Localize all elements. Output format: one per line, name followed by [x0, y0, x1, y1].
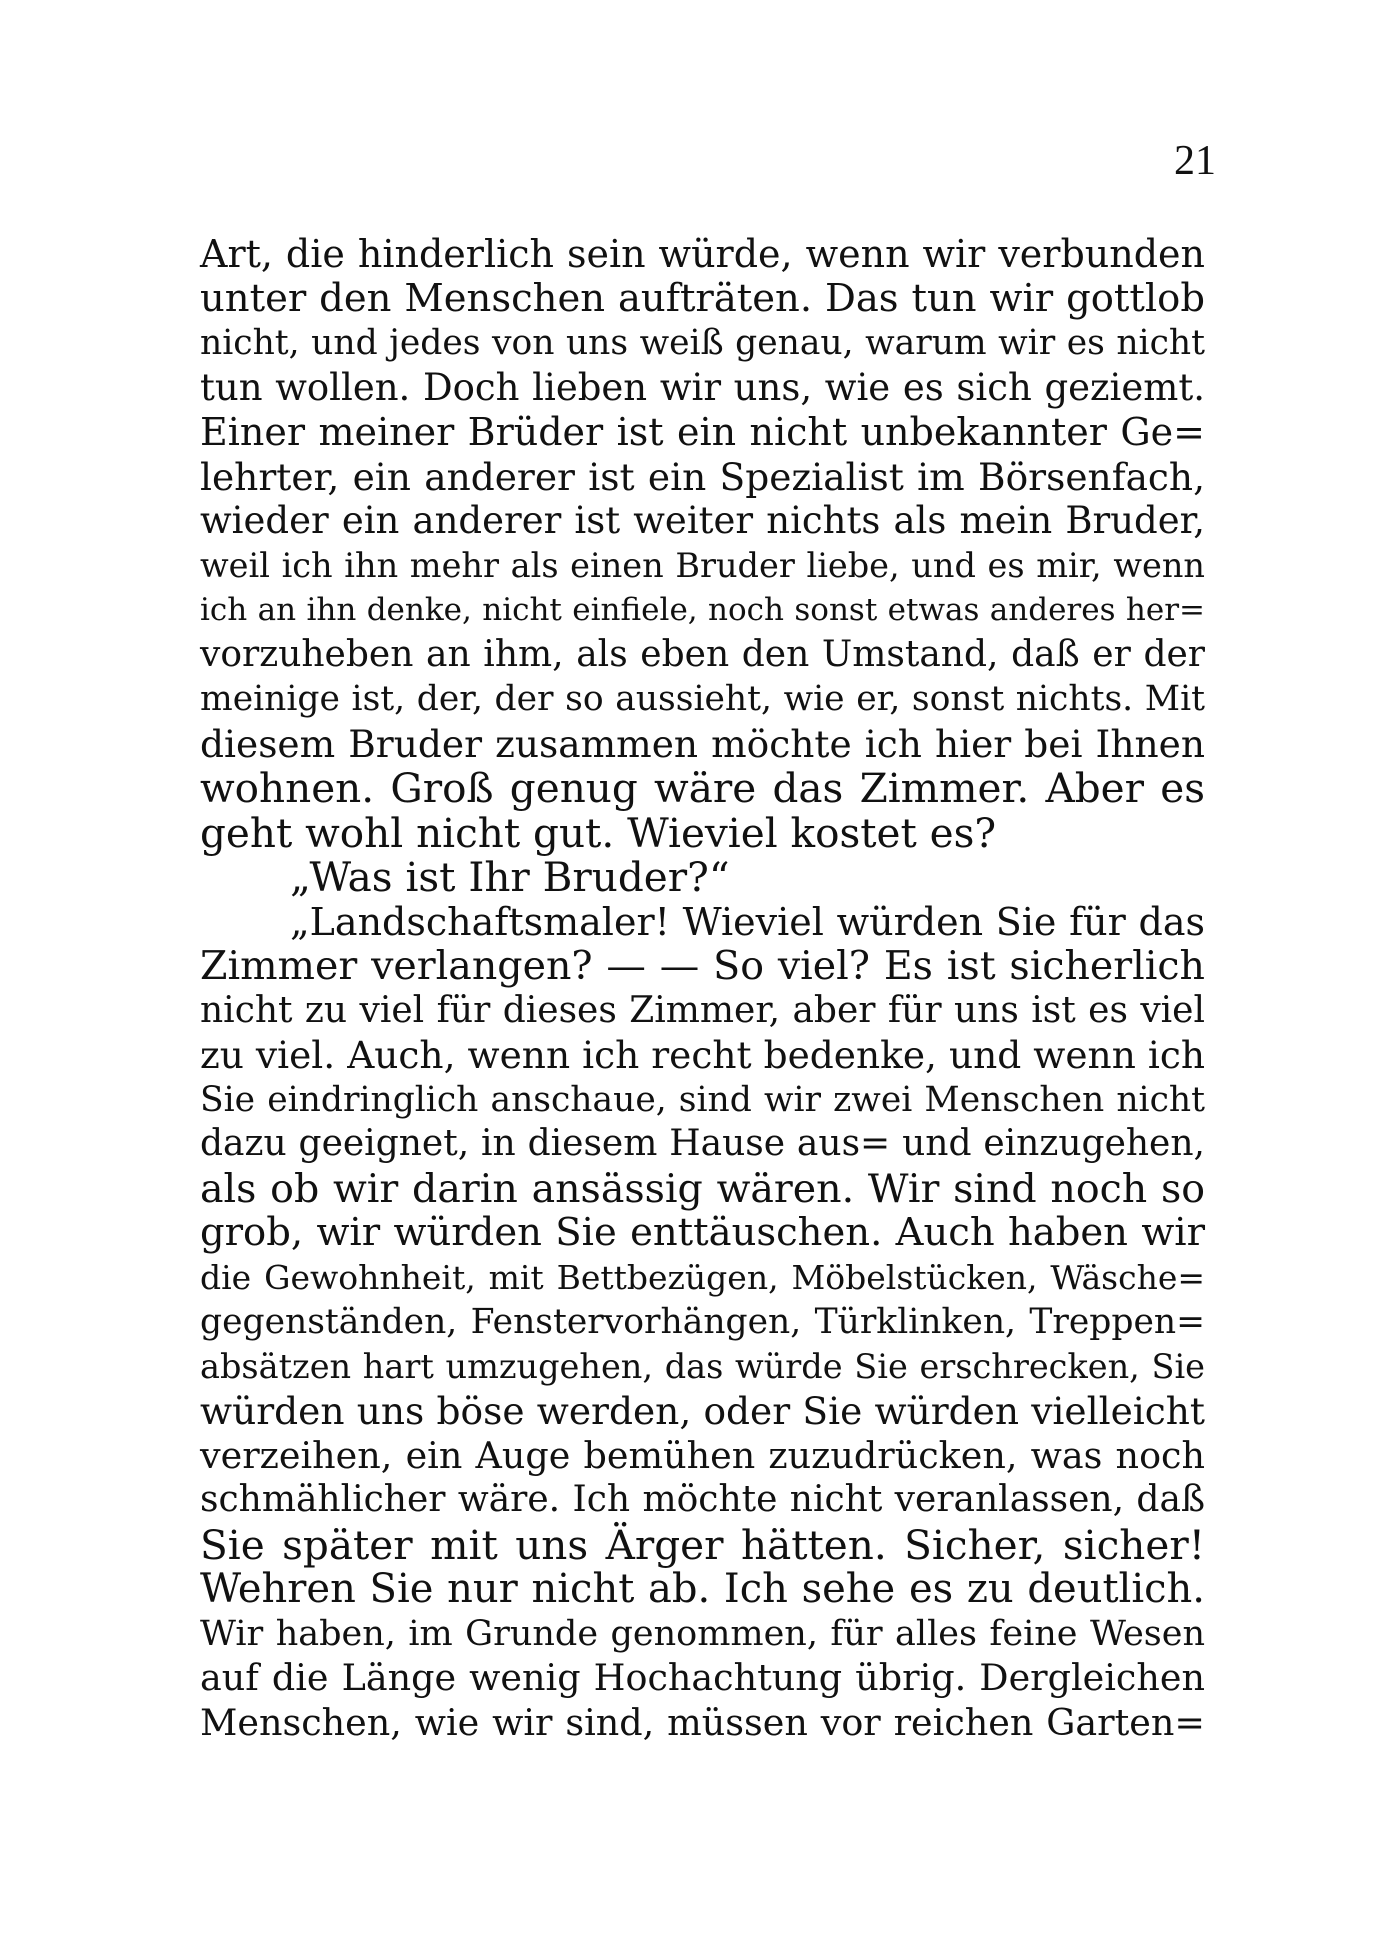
text-line: Einer meiner Brüder ist ein nicht unbekannter Ge=: [200, 410, 1205, 454]
text-line: Menschen, wie wir sind, müssen vor reichen Garten=: [200, 1700, 1205, 1744]
text-line: dazu geeignet, in diesem Hause aus= und einzugehen,: [200, 1123, 1205, 1164]
text-line: zu viel. Auch, wenn ich recht bedenke, und wenn ich: [200, 1033, 1205, 1077]
text-line: würden uns böse werden, oder Sie würden vielleicht: [200, 1389, 1205, 1433]
text-line: schmählicher wäre. Ich möchte nicht veranlassen, daß: [200, 1479, 1205, 1520]
text-line: verzeihen, ein Auge bemühen zuzudrücken, was noch: [200, 1433, 1205, 1477]
text-line: tun wollen. Doch lieben wir uns, wie es sich geziemt.: [200, 365, 1205, 409]
text-line: grob, wir würden Sie enttäuschen. Auch haben wir: [200, 1210, 1205, 1255]
text-line: ich an ihn denke, nicht einfiele, noch sonst etwas anderes her=: [200, 592, 1205, 628]
text-line: die Gewohnheit, mit Bettbezügen, Möbelstücken, Wäsche=: [200, 1257, 1205, 1297]
text-line: weil ich ihn mehr als einen Bruder liebe, und es mir, wenn: [200, 545, 1205, 585]
text-line: meinige ist, der, der so aussieht, wie er, sonst nichts. Mit: [200, 679, 1205, 719]
text-line: lehrter, ein anderer ist ein Spezialist im Börsenfach,: [200, 454, 1205, 499]
text-line: unter den Menschen aufträten. Das tun wir gottlob: [200, 275, 1205, 321]
body-text: [200, 232, 1205, 1745]
text-line: nicht, und jedes von uns weiß genau, warum wir es nicht: [200, 323, 1205, 363]
text-line: gegenständen, Fenstervorhängen, Türklinken, Treppen=: [200, 1302, 1205, 1342]
text-line: wohnen. Groß genug wäre das Zimmer. Aber es: [200, 764, 1205, 812]
text-line: diesem Bruder zusammen möchte ich hier bei Ihnen: [200, 721, 1205, 766]
text-line: absätzen hart umzugehen, das würde Sie erschrecken, Sie: [200, 1346, 1205, 1386]
text-line: „Landschaftsmaler! Wieviel würden Sie für das: [290, 899, 1205, 944]
text-line: wieder ein anderer ist weiter nichts als mein Bruder,: [200, 499, 1205, 542]
text-line: Wir haben, im Grunde genommen, für alles feine Wesen: [200, 1613, 1205, 1654]
text-line: vorzuheben an ihm, als eben den Umstand, daß er der: [200, 633, 1205, 675]
text-line: Zimmer verlangen? — — So viel? Es ist sicherlich: [200, 943, 1205, 989]
text-line: als ob wir darin ansässig wären. Wir sind noch so: [200, 1165, 1205, 1212]
page-number: 21: [1174, 138, 1216, 184]
text-line: nicht zu viel für dieses Zimmer, aber für uns ist es viel: [200, 989, 1205, 1031]
text-line: Art, die hinderlich sein würde, wenn wir verbunden: [200, 232, 1205, 276]
text-line: „Was ist Ihr Bruder?“: [290, 853, 730, 901]
text-line: Sie eindringlich anschaue, sind wir zwei Menschen nicht: [200, 1079, 1205, 1120]
text-line: Sie später mit uns Ärger hätten. Sicher, sicher!: [200, 1520, 1205, 1569]
text-line: Wehren Sie nur nicht ab. Ich sehe es zu deutlich.: [200, 1566, 1205, 1612]
text-line: auf die Länge wenig Hochachtung übrig. Dergleichen: [200, 1656, 1205, 1699]
text-line: geht wohl nicht gut. Wieviel kostet es?: [200, 808, 997, 857]
